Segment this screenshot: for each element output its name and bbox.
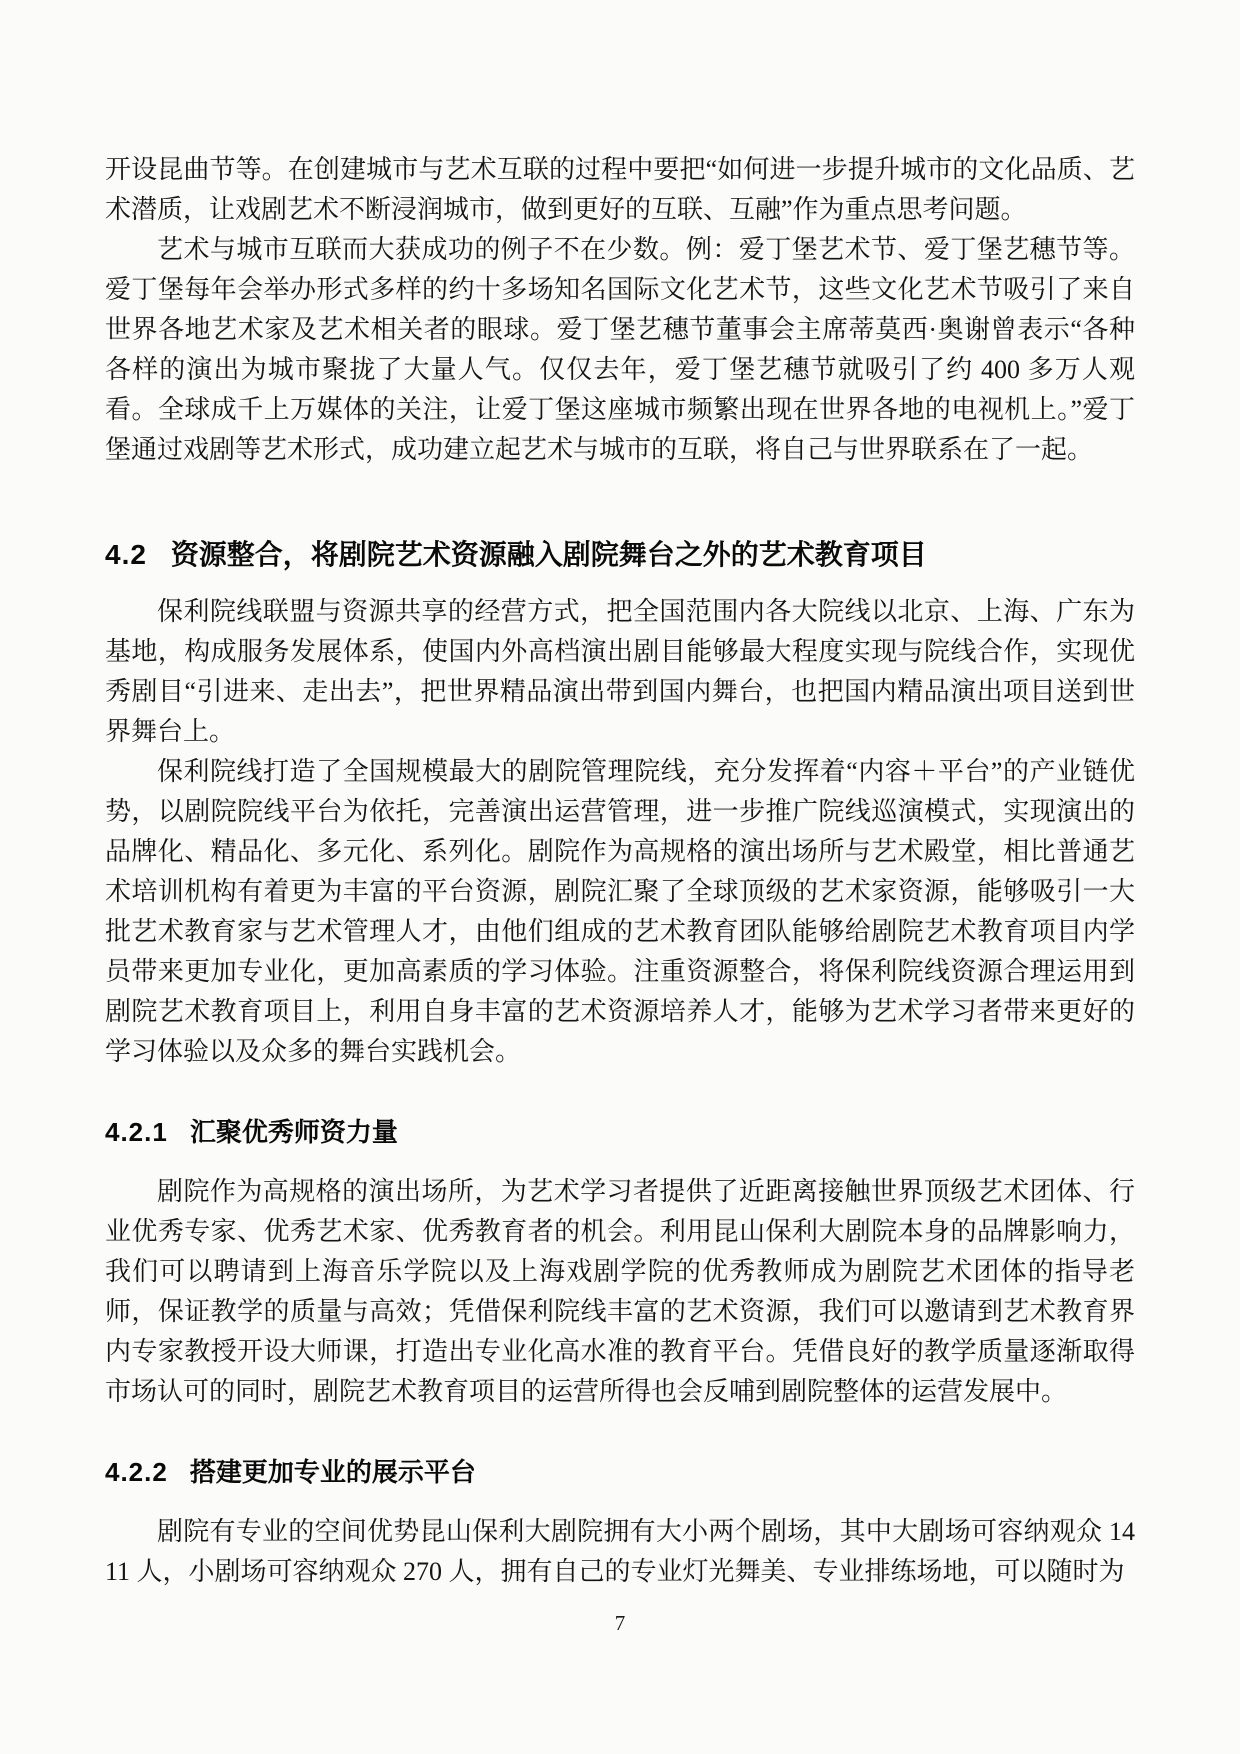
section-heading-4-2 — [105, 534, 1135, 576]
paragraph-poly-network: 保利院线联盟与资源共享的经营方式，把全国范围内各大院线以北京、上海、广东为基地，构成服务发展体系，使国内外高档演出剧目能够最大程度实现与院线合作，实现优秀剧目“引进来、走出去”，把世界精品演出带到国内舞台，也把国内精品演出项目送到世界舞台上。 — [105, 597, 1135, 746]
subsection-heading-4-2-2 — [105, 1452, 1135, 1492]
paragraph-kunqu-continuation: 开设昆曲节等。在创建城市与艺术互联的过程中要把“如何进一步提升城市的文化品质、艺术潜质，让戏剧艺术不断浸润城市，做到更好的互联、互融”作为重点思考问题。 — [105, 155, 1135, 224]
page-content — [105, 150, 1135, 1592]
section-number: 4.2 — [105, 539, 147, 570]
subsection-number: 4.2.1 — [105, 1117, 168, 1147]
page-number: 7 — [614, 1611, 626, 1635]
paragraph-poly-platform: 保利院线打造了全国规模最大的剧院管理院线，充分发挥着“内容＋平台”的产业链优势，以剧院院线平台为依托，完善演出运营管理，进一步推广院线巡演模式，实现演出的品牌化、精品化、多元化、系列化。剧院作为高规格的演出场所与艺术殿堂，相比普通艺术培训机构有着更为丰富的平台资源，剧院汇聚了全球顶级的艺术家资源，能够吸引一大批艺术教育家与艺术管理人才，由他们组成的艺术教育团队能够给剧院艺术教育项目内学员带来更加专业化，更加高素质的学习体验。注重资源整合，将保利院线资源合理运用到剧院艺术教育项目上，利用自身丰富的艺术资源培养人才，能够为艺术学习者带来更好的学习体验以及众多的舞台实践机会。 — [105, 757, 1135, 1066]
subsection-title: 搭建更加专业的展示平台 — [189, 1457, 476, 1487]
subsection-heading-4-2-1 — [105, 1112, 1135, 1152]
paragraph-edinburgh-example: 艺术与城市互联而大获成功的例子不在少数。例：爱丁堡艺术节、爱丁堡艺穗节等。爱丁堡每年会举办形式多样的约十多场知名国际文化艺术节，这些文化艺术节吸引了来自世界各地艺术家及艺术相关者的眼球。爱丁堡艺穗节董事会主席蒂莫西·奥谢曾表示“各种各样的演出为城市聚拢了大量人气。仅仅去年，爱丁堡艺穗节就吸引了约 400 多万人观看。全球成千上万媒体的关注，让爱丁堡这座城市频繁出现在世界各地的电视机上。”爱丁堡通过戏剧等艺术形式，成功建立起艺术与城市的互联，将自己与世界联系在了一起。 — [105, 235, 1135, 464]
subsection-title: 汇聚优秀师资力量 — [189, 1117, 398, 1147]
paragraph-faculty: 剧院作为高规格的演出场所，为艺术学习者提供了近距离接触世界顶级艺术团体、行业优秀专家、优秀艺术家、优秀教育者的机会。利用昆山保利大剧院本身的品牌影响力，我们可以聘请到上海音乐学院以及上海戏剧学院的优秀教师成为剧院艺术团体的指导老师，保证教学的质量与高效；凭借保利院线丰富的艺术资源，我们可以邀请到艺术教育界内专家教授开设大师课，打造出专业化高水准的教育平台。凭借良好的教学质量逐渐取得市场认可的同时，剧院艺术教育项目的运营所得也会反哺到剧院整体的运营发展中。 — [105, 1177, 1135, 1406]
section-title: 资源整合，将剧院艺术资源融入剧院舞台之外的艺术教育项目 — [170, 539, 927, 570]
subsection-number: 4.2.2 — [105, 1457, 168, 1487]
paragraph-stage-space: 剧院有专业的空间优势昆山保利大剧院拥有大小两个剧场，其中大剧场可容纳观众 1411 人，小剧场可容纳观众 270 人，拥有自己的专业灯光舞美、专业排练场地，可以随时为 — [105, 1517, 1135, 1586]
